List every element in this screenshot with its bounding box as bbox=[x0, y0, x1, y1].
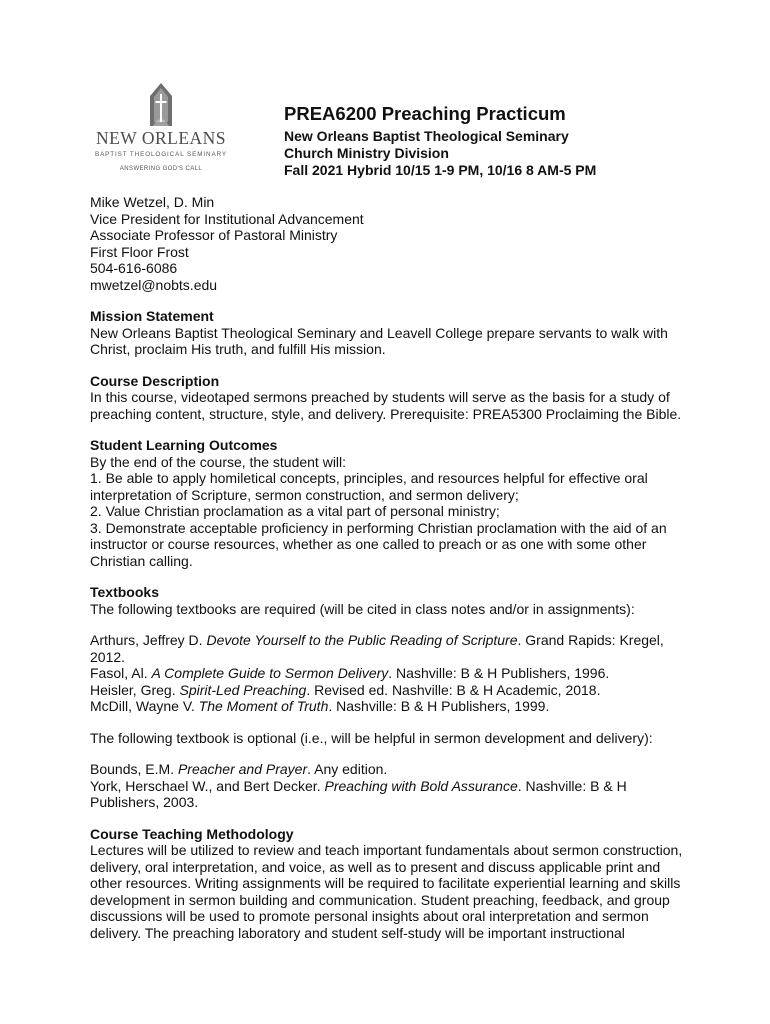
section-heading: Student Learning Outcomes bbox=[90, 437, 278, 453]
syllabus-body bbox=[90, 194, 690, 941]
book-citation: Fasol, Al. A Complete Guide to Sermon Delivery. Nashville: B & H Publishers, 1996. bbox=[90, 665, 610, 681]
mission-section bbox=[90, 308, 690, 358]
paragraph-line: delivery, oral interpretation, and voice, as well as to present and discuss applicable print and bbox=[90, 858, 661, 875]
course-heading bbox=[284, 103, 596, 179]
book-citation: York, Herschael W., and Bert Decker. Preaching with Bold Assurance. Nashville: B & H bbox=[90, 777, 627, 794]
outcomes-section bbox=[90, 437, 690, 569]
section-heading: Course Teaching Methodology bbox=[90, 825, 294, 842]
paragraph-line: The following textbooks are required (will be cited in class notes and/or in assignments): bbox=[90, 600, 635, 617]
instructor-email: mwetzel@nobts.edu bbox=[90, 276, 218, 293]
paragraph-line: Christian calling. bbox=[90, 552, 193, 569]
institution-name: New Orleans Baptist Theological Seminary bbox=[284, 128, 569, 144]
paragraph-line: New Orleans Baptist Theological Seminary and Leavell College prepare servants to walk with bbox=[90, 324, 668, 341]
section-heading: Mission Statement bbox=[90, 308, 214, 324]
book-citation-continued: 2012. bbox=[90, 648, 126, 665]
paragraph-line: interpretation of Scripture, sermon construction, and sermon delivery; bbox=[90, 486, 519, 503]
instructor-title: Associate Professor of Pastoral Ministry bbox=[90, 227, 338, 243]
logo-tagline: ANSWERING GOD'S CALL bbox=[119, 166, 203, 172]
paragraph-line: In this course, videotaped sermons preached by students will serve as the basis for a study of bbox=[90, 389, 670, 405]
paragraph-line: preaching content, structure, style, and delivery. Prerequisite: PREA5300 Proclaiming the Bible. bbox=[90, 405, 682, 422]
paragraph-line: discussions will be used to promote personal insights about oral interpretation and sermon bbox=[90, 908, 649, 924]
section-heading: Course Description bbox=[90, 372, 220, 389]
paragraph-line: By the end of the course, the student will: bbox=[90, 453, 347, 470]
course-title: PREA6200 Preaching Practicum bbox=[284, 103, 566, 124]
book-citation: Arthurs, Jeffrey D. Devote Yourself to the Public Reading of Scripture. Grand Rapids: Kregel, bbox=[90, 632, 664, 648]
book-citation-continued: Publishers, 2003. bbox=[90, 794, 199, 810]
instructor-name: Mike Wetzel, D. Min bbox=[90, 194, 215, 210]
instructor-office: First Floor Frost bbox=[90, 243, 189, 260]
chapel-tower-icon bbox=[144, 82, 178, 126]
division-name: Church Ministry Division bbox=[284, 145, 449, 161]
section-heading: Textbooks bbox=[90, 584, 159, 600]
logo-name: NEW ORLEANS bbox=[95, 128, 227, 148]
paragraph-line: development in sermon building and communication. Student preaching, feedback, and group bbox=[90, 891, 670, 908]
book-citation: Heisler, Greg. Spirit-Led Preaching. Revised ed. Nashville: B & H Academic, 2018. bbox=[90, 681, 601, 698]
seminary-logo bbox=[86, 82, 236, 182]
paragraph-line: delivery. The preaching laboratory and student self-study will be important instructional bbox=[90, 924, 625, 941]
paragraph-line: Lectures will be utilized to review and teach important fundamentals about sermon construction, bbox=[90, 842, 683, 858]
instructor-phone: 504-616-6086 bbox=[90, 260, 178, 276]
book-citation: Bounds, E.M. Preacher and Prayer. Any edition. bbox=[90, 761, 388, 777]
paragraph-line: other resources. Writing assignments will be required to facilitate experiential learning and skills bbox=[90, 875, 681, 891]
paragraph-line: instructor or course resources, whether as one called to preach or as one with some other bbox=[90, 536, 647, 552]
paragraph-line: Christ, proclaim His truth, and fulfill His mission. bbox=[90, 341, 386, 357]
course-schedule: Fall 2021 Hybrid 10/15 1-9 PM, 10/16 8 AM-5 PM bbox=[284, 162, 597, 178]
paragraph-line: 1. Be able to apply homiletical concepts, principles, and resources helpful for effective oral bbox=[90, 470, 648, 486]
description-section bbox=[90, 373, 690, 423]
instructor-title: Vice President for Institutional Advancement bbox=[90, 210, 364, 227]
book-citation: McDill, Wayne V. The Moment of Truth. Nashville: B & H Publishers, 1999. bbox=[90, 698, 550, 714]
logo-subtitle: BAPTIST THEOLOGICAL SEMINARY bbox=[94, 151, 228, 158]
paragraph-line: 2. Value Christian proclamation as a vital part of personal ministry; bbox=[90, 503, 500, 519]
paragraph-line: The following textbook is optional (i.e., will be helpful in sermon development and delivery): bbox=[90, 729, 653, 746]
paragraph-line: 3. Demonstrate acceptable proficiency in performing Christian proclamation with the aid of an bbox=[90, 519, 667, 536]
methodology-section bbox=[90, 826, 690, 942]
textbooks-section bbox=[90, 584, 690, 811]
instructor-info bbox=[90, 194, 690, 293]
